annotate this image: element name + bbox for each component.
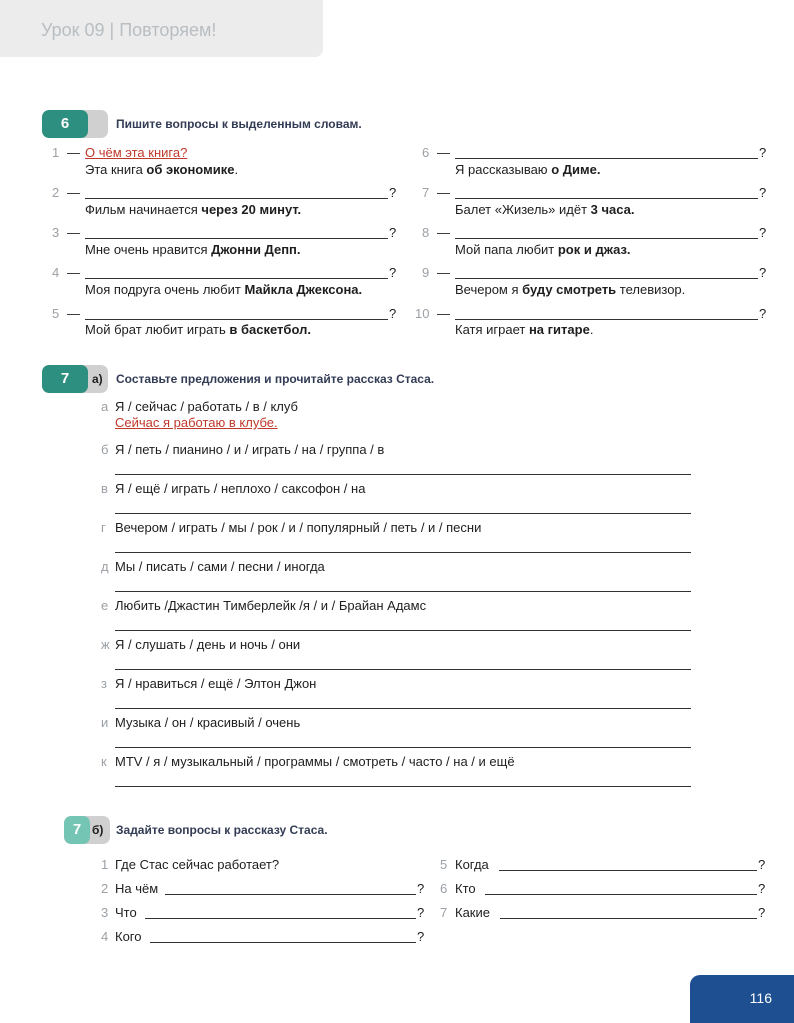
- item-letter: к: [101, 754, 107, 769]
- answer-line[interactable]: [485, 894, 757, 895]
- item-number: 2: [101, 881, 109, 896]
- exercise-part: а): [92, 372, 103, 386]
- answer-line[interactable]: [150, 942, 416, 943]
- item-number: 3: [101, 905, 109, 920]
- item-letter: а: [101, 399, 109, 414]
- question-start: Какие: [455, 905, 490, 920]
- exercise-6-title: Пишите вопросы к выделенным словам.: [116, 117, 362, 131]
- item-letter: г: [101, 520, 106, 535]
- item-letter: в: [101, 481, 108, 496]
- question-mark: ?: [759, 185, 767, 200]
- question-mark: ?: [389, 306, 397, 321]
- item-number: 7: [440, 905, 448, 920]
- item-sentence: Мой брат любит играть в баскетбол.: [85, 322, 311, 337]
- dash: —: [67, 185, 80, 200]
- item-letter: ж: [101, 637, 110, 652]
- question-mark: ?: [389, 225, 397, 240]
- answer-line[interactable]: [499, 870, 757, 871]
- exercise-7b-badge: [64, 816, 110, 844]
- exercise-part: б): [92, 823, 104, 837]
- answer-line[interactable]: [455, 198, 758, 199]
- dash: —: [437, 185, 450, 200]
- answer-line[interactable]: [115, 786, 691, 787]
- highlighted-words: об экономике: [146, 162, 235, 177]
- item-sentence: Вечером я буду смотреть телевизор.: [455, 282, 686, 297]
- question-mark: ?: [389, 265, 397, 280]
- answer-line[interactable]: [115, 591, 691, 592]
- question-mark: ?: [759, 145, 767, 160]
- exercise-number: 7: [42, 365, 88, 393]
- item-number: 1: [52, 145, 60, 160]
- dash: —: [67, 225, 80, 240]
- answer-line[interactable]: [455, 278, 758, 279]
- highlighted-words: Джонни Депп.: [211, 242, 301, 257]
- dash: —: [437, 306, 450, 321]
- dash: —: [437, 265, 450, 280]
- answer-line[interactable]: [455, 158, 758, 159]
- dash: —: [67, 306, 80, 321]
- question-mark: ?: [759, 225, 767, 240]
- item-letter: з: [101, 676, 107, 691]
- answer-line[interactable]: [500, 918, 757, 919]
- item-number: 10: [415, 306, 430, 321]
- dash: —: [437, 145, 450, 160]
- word-prompt: Я / ещё / играть / неплохо / саксофон / на: [115, 481, 366, 496]
- question-start: Что: [115, 905, 137, 920]
- item-letter: д: [101, 559, 109, 574]
- item-letter: б: [101, 442, 109, 457]
- item-number: 4: [101, 929, 109, 944]
- question-mark: ?: [758, 881, 766, 896]
- item-number: 1: [101, 857, 109, 872]
- item-sentence: Я рассказываю о Диме.: [455, 162, 601, 177]
- answer-line[interactable]: [115, 552, 691, 553]
- item-sentence: Фильм начинается через 20 минут.: [85, 202, 302, 217]
- question-mark: ?: [417, 929, 425, 944]
- example-answer: Сейчас я работаю в клубе.: [115, 415, 278, 430]
- answer-line[interactable]: [115, 669, 691, 670]
- word-prompt: Вечером / играть / мы / рок / и / популярный / петь / и / песни: [115, 520, 482, 535]
- question-start: Кого: [115, 929, 142, 944]
- answer-line[interactable]: [85, 278, 388, 279]
- item-number: 9: [422, 265, 430, 280]
- answer-line[interactable]: [115, 513, 691, 514]
- exercise-7b-title: Задайте вопросы к рассказу Стаса.: [116, 823, 328, 837]
- answer-line[interactable]: [165, 894, 416, 895]
- word-prompt: Я / нравиться / ещё / Элтон Джон: [115, 676, 317, 691]
- highlighted-words: рок и джаз.: [557, 242, 631, 257]
- answer-line[interactable]: [115, 630, 691, 631]
- item-sentence: Моя подруга очень любит Майкла Джексона.: [85, 282, 363, 297]
- highlighted-words: 3 часа.: [590, 202, 635, 217]
- item-number: 2: [52, 185, 60, 200]
- question-mark: ?: [759, 306, 767, 321]
- question-mark: ?: [417, 905, 425, 920]
- exercise-number: 6: [42, 110, 88, 138]
- exercise-7a-title: Составьте предложения и прочитайте рассказ Стаса.: [116, 372, 435, 386]
- highlighted-words: через 20 минут.: [201, 202, 302, 217]
- highlighted-words: Майкла Джексона.: [244, 282, 363, 297]
- word-prompt: Я / слушать / день и ночь / они: [115, 637, 301, 652]
- highlighted-words: на гитаре: [528, 322, 590, 337]
- word-prompt: Я / сейчас / работать / в / клуб: [115, 399, 298, 414]
- item-sentence: Мой папа любит рок и джаз.: [455, 242, 631, 257]
- question-mark: ?: [389, 185, 397, 200]
- item-number: 4: [52, 265, 60, 280]
- item-number: 5: [440, 857, 448, 872]
- highlighted-words: о Диме.: [551, 162, 601, 177]
- item-number: 6: [440, 881, 448, 896]
- question-mark: ?: [758, 905, 766, 920]
- answer-line[interactable]: [455, 319, 758, 320]
- item-sentence: Эта книга об экономике.: [85, 162, 239, 177]
- question-start: Кто: [455, 881, 476, 896]
- dash: —: [67, 145, 80, 160]
- example-answer: О чём эта книга?: [85, 145, 188, 160]
- word-prompt: Музыка / он / красивый / очень: [115, 715, 301, 730]
- question-start: На чём: [115, 881, 159, 896]
- item-number: 3: [52, 225, 60, 240]
- lesson-title: Урок 09 | Повторяем!: [41, 20, 217, 40]
- answer-line[interactable]: [115, 474, 691, 475]
- question-start: Когда: [455, 857, 489, 872]
- item-number: 5: [52, 306, 60, 321]
- page-number-box: [690, 975, 794, 1023]
- item-sentence: Катя играет на гитаре.: [455, 322, 594, 337]
- answer-line[interactable]: [115, 708, 691, 709]
- item-sentence: Балет «Жизель» идёт 3 часа.: [455, 202, 635, 217]
- answer-line[interactable]: [85, 319, 388, 320]
- exercise-number: 7: [64, 816, 90, 844]
- item-letter: и: [101, 715, 109, 730]
- question-mark: ?: [759, 265, 767, 280]
- dash: —: [437, 225, 450, 240]
- answer-line[interactable]: [455, 238, 758, 239]
- word-prompt: MTV / я / музыкальный / программы / смотреть / часто / на / и ещё: [115, 754, 515, 769]
- item-sentence: Мне очень нравится Джонни Депп.: [85, 242, 301, 257]
- exercise-6-badge: [42, 110, 108, 138]
- highlighted-words: в баскетбол.: [229, 322, 311, 337]
- answer-line[interactable]: [85, 238, 388, 239]
- answer-line[interactable]: [115, 747, 691, 748]
- question-mark: ?: [758, 857, 766, 872]
- item-number: 8: [422, 225, 430, 240]
- highlighted-words: буду смотреть: [522, 282, 617, 297]
- word-prompt: Я / петь / пианино / и / играть / на / группа / в: [115, 442, 385, 457]
- question-text: Где Стас сейчас работает?: [115, 857, 280, 872]
- exercise-7a-badge: [42, 365, 108, 393]
- word-prompt: Мы / писать / сами / песни / иногда: [115, 559, 325, 574]
- word-prompt: Любить /Джастин Тимберлейк /я / и / Брайан Адамс: [115, 598, 427, 613]
- item-letter: е: [101, 598, 109, 613]
- item-number: 7: [422, 185, 430, 200]
- answer-line[interactable]: [145, 918, 416, 919]
- question-mark: ?: [417, 881, 425, 896]
- page-number: 116: [749, 990, 772, 1006]
- answer-line[interactable]: [85, 198, 388, 199]
- dash: —: [67, 265, 80, 280]
- item-number: 6: [422, 145, 430, 160]
